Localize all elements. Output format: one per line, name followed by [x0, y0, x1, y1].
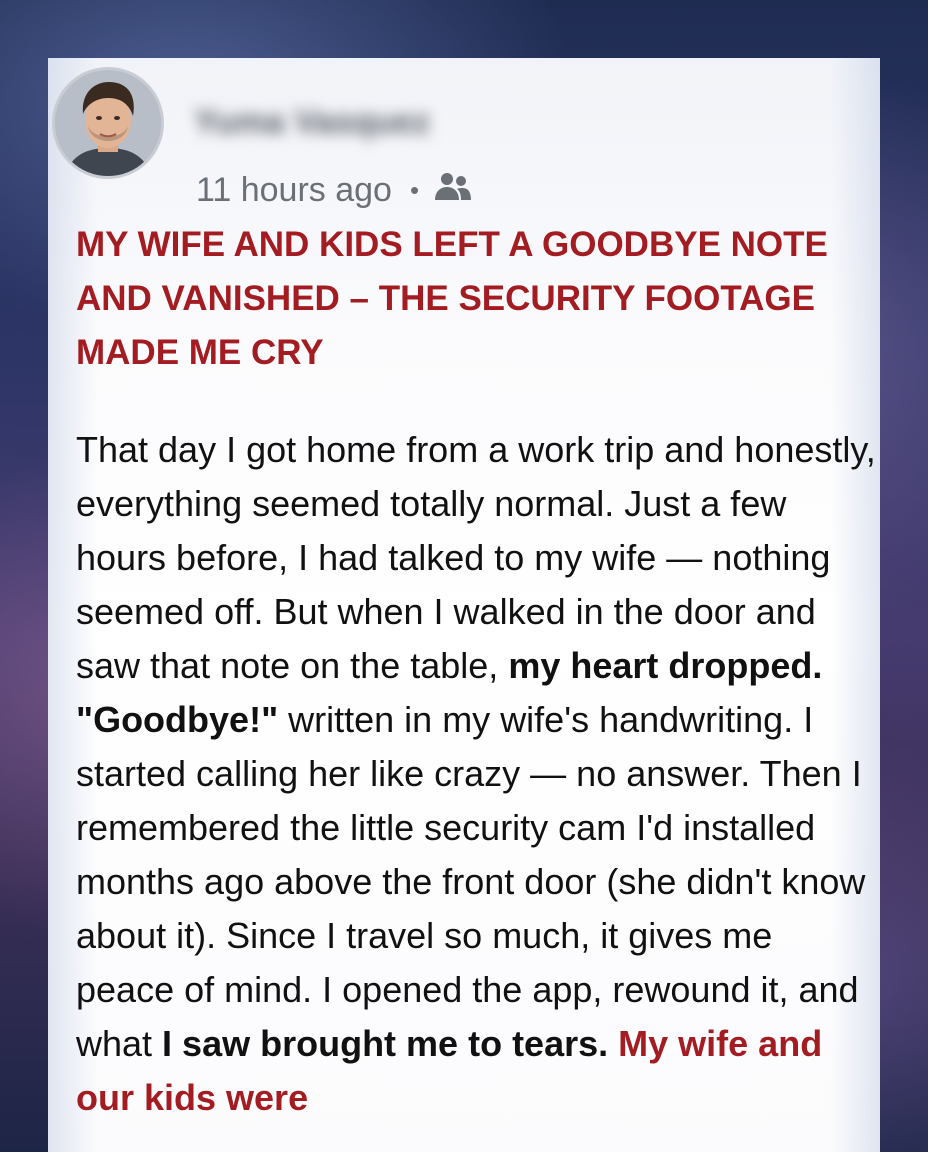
post-card: [48, 58, 880, 1152]
post-meta: [196, 168, 473, 212]
story-highlight-red: My wife and our kids were: [76, 1023, 823, 1118]
meta-separator: •: [409, 174, 420, 205]
post-title: MY WIFE AND KIDS LEFT A GOODBYE NOTE AND VANISHED – THE SECURITY FOOTAGE MADE ME CRY: [76, 225, 828, 372]
story-text-2: written in my wife's handwriting. I started calling her like crazy — no answer. Then I remembered the little security cam I'd installed months ago above the front door (she didn't know about it). Since I travel so much, it gives me peace of mind. I opened the app, rewound it, and what: [76, 699, 866, 1064]
friends-icon[interactable]: [433, 170, 473, 213]
story-text-1: That day I got home from a work trip and honestly, everything seemed totally normal. Just a few hours before, I had talked to my wife — nothing seemed off. But when I walked in the door and saw that note on the table,: [76, 429, 876, 686]
story-emphasis-heart: my heart dropped.: [508, 645, 823, 686]
author-avatar[interactable]: [52, 67, 164, 179]
post-story: [76, 423, 876, 1125]
post-timestamp[interactable]: 11 hours ago: [196, 170, 392, 209]
avatar-photo: [55, 70, 161, 176]
story-emphasis-tears: I saw brought me to tears.: [162, 1023, 609, 1064]
author-name[interactable]: Yuma Vasquez: [194, 103, 431, 141]
story-emphasis-goodbye: "Goodbye!": [76, 699, 279, 740]
